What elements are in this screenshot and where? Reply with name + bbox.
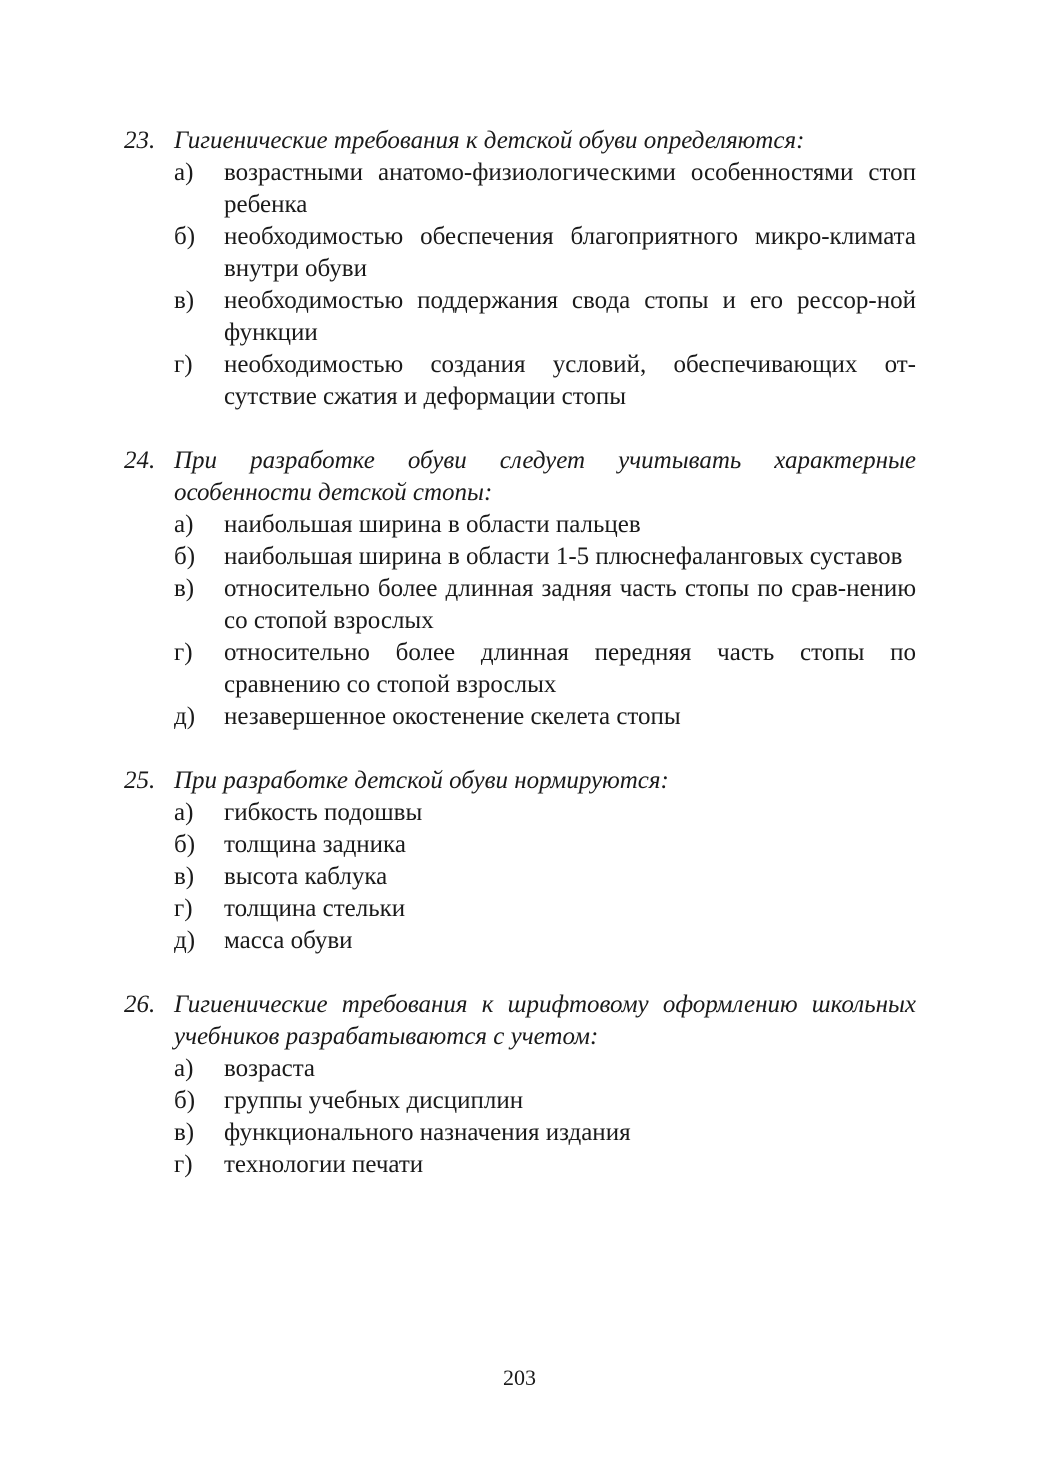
- answer-option: [124, 285, 916, 349]
- option-letter: б): [174, 223, 196, 250]
- option-letter: д): [174, 927, 196, 954]
- answer-options: [124, 157, 916, 413]
- question-text: Гигиенические требования к шрифтовому оформлению школьных учебников разрабатываются с учетом:: [174, 991, 916, 1050]
- answer-options: [124, 509, 916, 733]
- answer-option: [124, 701, 916, 733]
- question-24: [124, 445, 916, 733]
- question-text: Гигиенические требования к детской обуви определяются:: [174, 127, 805, 154]
- answer-option: [124, 637, 916, 701]
- option-letter: в): [174, 287, 195, 314]
- answer-option: [124, 797, 916, 829]
- option-letter: а): [174, 1055, 194, 1082]
- option-letter: а): [174, 159, 194, 186]
- option-text: наибольшая ширина в области 1-5 плюснефаланговых суставов: [224, 543, 903, 570]
- answer-option: [124, 925, 916, 957]
- answer-option: [124, 573, 916, 637]
- option-letter: в): [174, 1119, 195, 1146]
- answer-option: [124, 1117, 916, 1149]
- answer-option: [124, 157, 916, 221]
- question-heading: [124, 989, 916, 1053]
- question-heading: [124, 125, 916, 157]
- option-letter: в): [174, 863, 195, 890]
- option-letter: а): [174, 799, 194, 826]
- option-letter: г): [174, 1151, 193, 1178]
- option-letter: в): [174, 575, 195, 602]
- option-letter: б): [174, 831, 196, 858]
- option-text: толщина задника: [224, 831, 406, 858]
- answer-option: [124, 1149, 916, 1181]
- question-text: При разработке детской обуви нормируются:: [174, 767, 669, 794]
- answer-option: [124, 893, 916, 925]
- option-text: наибольшая ширина в области пальцев: [224, 511, 641, 538]
- option-text: толщина стельки: [224, 895, 406, 922]
- option-letter: б): [174, 543, 196, 570]
- answer-option: [124, 829, 916, 861]
- question-23: [124, 125, 916, 413]
- answer-option: [124, 509, 916, 541]
- option-text: возрастными анатомо-физиологическими особенностями стоп ребенка: [224, 159, 916, 218]
- answer-option: [124, 1053, 916, 1085]
- option-letter: г): [174, 639, 193, 666]
- answer-option: [124, 1085, 916, 1117]
- option-text: необходимостью поддержания свода стопы и его рессор-ной функции: [224, 287, 916, 346]
- answer-option: [124, 541, 916, 573]
- option-text: функционального назначения издания: [224, 1119, 631, 1146]
- question-26: [124, 989, 916, 1181]
- answer-option: [124, 221, 916, 285]
- question-text: При разработке обуви следует учитывать характерные особенности детской стопы:: [174, 447, 916, 506]
- answer-option: [124, 349, 916, 413]
- option-letter: г): [174, 351, 193, 378]
- option-text: возраста: [224, 1055, 316, 1082]
- option-letter: г): [174, 895, 193, 922]
- option-letter: д): [174, 703, 196, 730]
- answer-options: [124, 797, 916, 957]
- option-text: группы учебных дисциплин: [224, 1087, 524, 1114]
- option-text: незавершенное окостенение скелета стопы: [224, 703, 681, 730]
- option-letter: б): [174, 1087, 196, 1114]
- option-text: гибкость подошвы: [224, 799, 423, 826]
- answer-options: [124, 1053, 916, 1181]
- question-number: 25.: [124, 767, 156, 794]
- option-text: высота каблука: [224, 863, 388, 890]
- question-number: 26.: [124, 991, 156, 1018]
- question-number: 23.: [124, 127, 156, 154]
- option-text: относительно более длинная передняя часть стопы по сравнению со стопой взрослых: [224, 639, 916, 698]
- option-text: необходимостью обеспечения благоприятного микро-климата внутри обуви: [224, 223, 916, 282]
- option-letter: а): [174, 511, 194, 538]
- question-heading: [124, 765, 916, 797]
- option-text: масса обуви: [224, 927, 353, 954]
- question-25: [124, 765, 916, 957]
- option-text: необходимостью создания условий, обеспечивающих от-сутствие сжатия и деформации стопы: [224, 351, 916, 410]
- question-number: 24.: [124, 447, 156, 474]
- page-body: [124, 125, 916, 1213]
- option-text: технологии печати: [224, 1151, 424, 1178]
- question-heading: [124, 445, 916, 509]
- option-text: относительно более длинная задняя часть стопы по срав-нению со стопой взрослых: [224, 575, 916, 634]
- answer-option: [124, 861, 916, 893]
- page-number: 203: [503, 1365, 536, 1390]
